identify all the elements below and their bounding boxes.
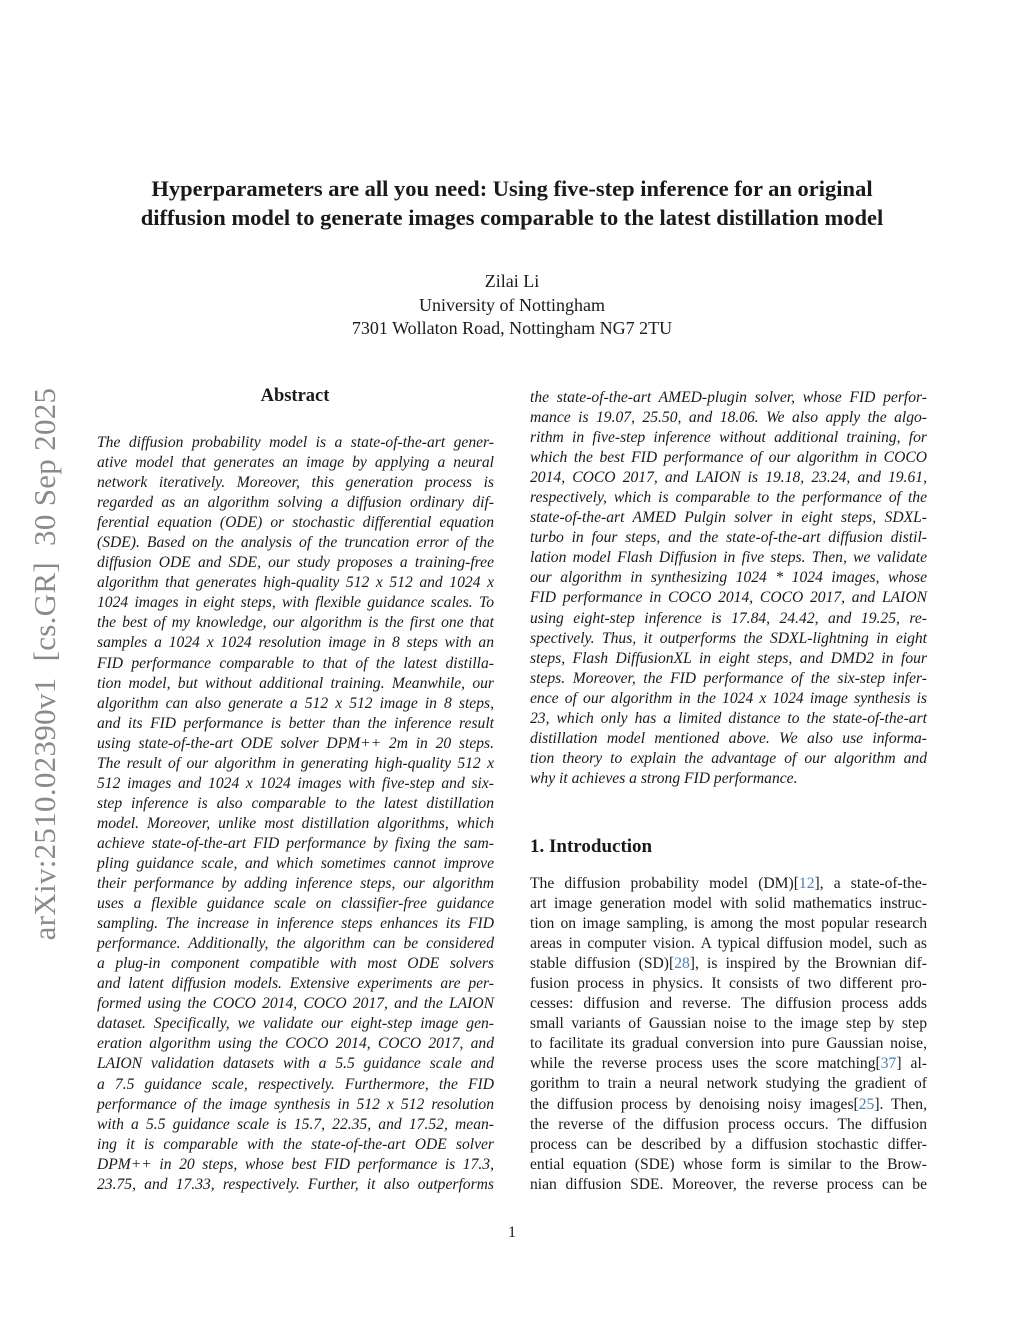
text-line: performance of the image synthesis in 512 x 512 resolution [97, 1095, 494, 1113]
text-line: FID performance comparable to that of the latest distilla- [97, 654, 494, 672]
text-line: (SDE). Based on the analysis of the truncation error of the [97, 534, 494, 552]
arxiv-stamp: arXiv:2510.02390v1 [cs.GR] 30 Sep 2025 [27, 387, 62, 941]
text-line: spectively. Thus, it outperforms the SDXL-lightning in eight [530, 629, 927, 647]
text-line: 512 images and 1024 x 1024 images with five-step and six- [97, 774, 494, 792]
text-line: tion theory to explain the advantage of our algorithm and [530, 749, 927, 767]
page-number: 1 [508, 1224, 516, 1241]
text-line: mance is 19.07, 25.50, and 18.06. We also apply the algo- [530, 409, 927, 427]
text-line: uses a flexible guidance scale on classifier-free guidance [97, 895, 494, 913]
text-line: using state-of-the-art ODE solver DPM++ 2m in 20 steps. [97, 734, 494, 752]
introduction-heading: 1. Introduction [530, 836, 653, 857]
text-line: steps, Flash DiffusionXL in eight steps, and DMD2 in four [530, 649, 927, 667]
text-line: state-of-the-art AMED Pulgin solver in eight steps, SDXL- [530, 509, 927, 527]
paper-title [0, 174, 1024, 232]
text-line: respectively, which is comparable to the performance of the [530, 489, 927, 507]
title-line: diffusion model to generate images comparable to the latest distillation model [140, 205, 884, 230]
text-line: LAION validation datasets with a 5.5 guidance scale and [97, 1055, 494, 1073]
text-line: the best of my knowledge, our algorithm is the first one that [97, 614, 494, 632]
text-line: cesses: diffusion and reverse. The diffusion process adds [530, 995, 927, 1013]
text-line: to facilitate its gradual conversion into pure Gaussian noise, [530, 1035, 927, 1053]
text-line: distillation model mentioned above. We also use informa- [530, 729, 927, 747]
text-line: gorithm to train a neural network studying the gradient of [530, 1075, 927, 1093]
text-line: steps. Moreover, the FID performance of the six-step infer- [530, 669, 927, 687]
text-line: model. Moreover, unlike most distillation algorithms, which [97, 814, 494, 832]
citation-link[interactable]: 37 [880, 1055, 897, 1073]
text-line: the state-of-the-art AMED-plugin solver, whose FID perfor- [530, 389, 927, 406]
text-line: the reverse of the diffusion process occurs. The diffusion [530, 1115, 927, 1133]
text-line: stable diffusion (SD)[28], is inspired by the Brownian dif- [530, 955, 928, 973]
text-line: dataset. Specifically, we validate our eight-step image gen- [97, 1015, 494, 1033]
text-line: ence of our algorithm in the 1024 x 1024 image synthesis is [530, 689, 927, 707]
text-line: ferential equation (ODE) or stochastic differential equation [97, 514, 494, 532]
text-line: FID performance in COCO 2014, COCO 2017, and LAION [530, 589, 927, 607]
abstract-left-column [97, 433, 494, 1195]
author-affiliation: University of Nottingham [419, 294, 605, 315]
text-line: algorithm can also generate a 512 x 512 image in 8 steps, [97, 694, 494, 712]
text-line: sampling. The increase in inference steps enhances its FID [97, 915, 494, 933]
abstract-heading: Abstract [260, 386, 330, 406]
text-line: The diffusion probability model is a state-of-the-art gener- [97, 434, 494, 451]
text-line: 23, which only has a limited distance to the state-of-the-art [530, 709, 927, 727]
text-line: eration algorithm using the COCO 2014, COCO 2017, and [97, 1035, 494, 1053]
citation-link[interactable]: 25 [858, 1095, 875, 1113]
title-line: Hyperparameters are all you need: Using five-step inference for an original [151, 176, 873, 201]
text-line: formed using the COCO 2014, COCO 2017, and the LAION [97, 995, 494, 1013]
text-line: step inference is also comparable to the latest distillation [97, 794, 494, 812]
text-line: turbo in four steps, and the state-of-the-art diffusion distil- [530, 529, 927, 547]
text-line: tion model, but without additional training. Meanwhile, our [97, 674, 494, 692]
text-line: nian diffusion SDE. Moreover, the reverse process can be [530, 1175, 927, 1193]
text-line: their performance by adding inference steps, our algorithm [97, 875, 494, 893]
text-line: The result of our algorithm in generating high-quality 512 x [97, 754, 494, 772]
text-line: areas in computer vision. A typical diffusion model, such as [530, 935, 927, 953]
text-line: algorithm that generates high-quality 512 x 512 and 1024 x [97, 574, 494, 592]
text-line: our algorithm in synthesizing 1024 * 1024 images, whose [530, 569, 927, 587]
abstract-right-column [530, 388, 927, 789]
text-line: which the best FID performance of our algorithm in COCO [530, 449, 927, 467]
text-line: using eight-step inference is 17.84, 24.42, and 19.25, re- [530, 609, 927, 627]
text-line: and latent diffusion models. Extensive experiments are per- [97, 975, 494, 993]
citation-link[interactable]: 28 [674, 955, 690, 973]
text-line: regarded as an algorithm solving a diffusion ordinary dif- [97, 494, 494, 512]
author-name: Zilai Li [484, 271, 540, 291]
text-line: ential equation (SDE) whose form is similar to the Brow- [530, 1155, 927, 1173]
text-line: 1024 images in eight steps, with flexible guidance scales. To [97, 594, 494, 612]
text-line: ative model that generates an image by applying a neural [97, 454, 494, 472]
text-line: DPM++ in 20 steps, whose best FID performance is 17.3, [97, 1155, 494, 1173]
text-line: the diffusion process by denoising noisy images[25]. Then, [530, 1095, 927, 1113]
text-line: pling guidance scale, and which sometimes cannot improve [97, 854, 494, 872]
text-line: performance. Additionally, the algorithm can be considered [97, 935, 494, 953]
text-line: network iteratively. Moreover, this generation process is [97, 474, 494, 492]
text-line: a 7.5 guidance scale, respectively. Furthermore, the FID [97, 1075, 494, 1093]
text-line: diffusion ODE and SDE, our study proposes a training-free [97, 554, 494, 572]
text-line: tion on image sampling, is among the most popular research [530, 915, 927, 933]
text-line: achieve state-of-the-art FID performance by fixing the sam- [97, 834, 494, 852]
text-line: small variants of Gaussian noise to the image step by step [530, 1015, 927, 1033]
text-line: a plug-in component compatible with most ODE solvers [97, 955, 494, 973]
text-line: The diffusion probability model (DM)[12], a state-of-the- [530, 875, 927, 892]
citation-link[interactable]: 12 [798, 875, 815, 892]
text-line: rithm in five-step inference without additional training, for [530, 429, 927, 447]
text-line: why it achieves a strong FID performance. [530, 769, 798, 787]
text-line: ing it is comparable with the state-of-the-art ODE solver [97, 1135, 494, 1153]
text-line: lation model Flash Diffusion in five steps. Then, we validate [530, 549, 927, 567]
text-line: while the reverse process uses the score matching[37] al- [530, 1055, 927, 1073]
text-line: and its FID performance is better than the inference result [97, 714, 494, 732]
text-line: with a 5.5 guidance scale is 15.7, 22.35, and 17.52, mean- [97, 1115, 494, 1133]
text-line: art image generation model with solid mathematics instruc- [530, 895, 927, 913]
text-line: process can be described by a diffusion stochastic differ- [530, 1135, 927, 1153]
text-line: fusion process in physics. It consists of two different pro- [530, 975, 927, 993]
text-line: samples a 1024 x 1024 resolution image in 8 steps with an [97, 634, 494, 652]
text-line: 2014, COCO 2017, and LAION is 19.18, 23.24, and 19.61, [530, 469, 927, 487]
author-block [0, 270, 1024, 341]
text-line: 23.75, and 17.33, respectively. Further, it also outperforms [97, 1175, 494, 1193]
author-address: 7301 Wollaton Road, Nottingham NG7 2TU [351, 318, 673, 338]
introduction-body [530, 874, 927, 1195]
